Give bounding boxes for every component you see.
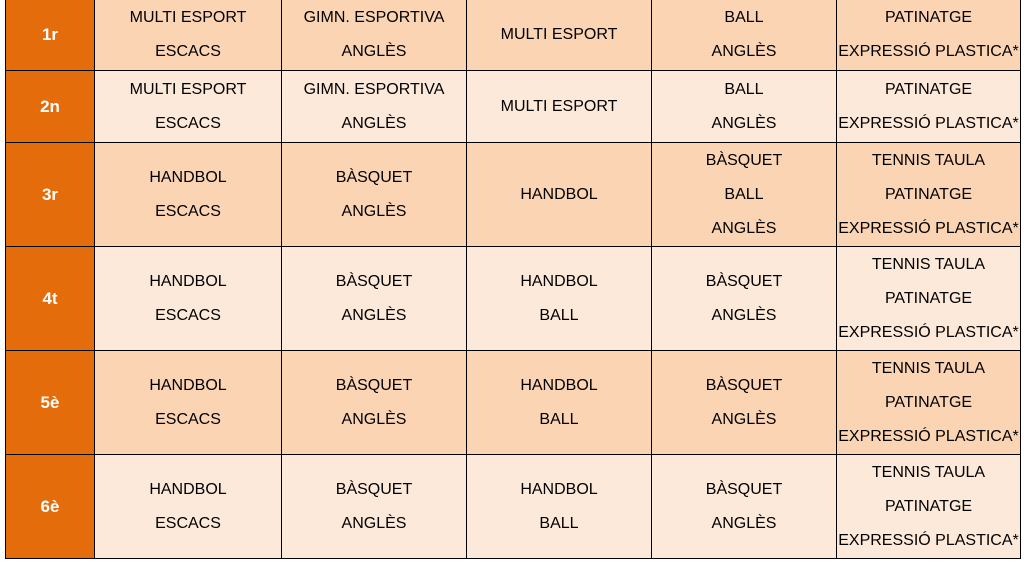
activity-name: BÀSQUET xyxy=(335,480,413,498)
activity-name: ESCACS xyxy=(155,114,221,132)
grade-label: 2n xyxy=(6,71,95,143)
activity-cell xyxy=(837,143,1021,247)
activity-name: BALL xyxy=(539,514,579,532)
activity-name: EXPRESSIÓ PLASTICA* xyxy=(838,531,1019,549)
activity-cell xyxy=(837,0,1021,71)
activity-cell xyxy=(95,351,282,455)
activity-name: ANGLÈS xyxy=(341,514,407,532)
activity-name: ANGLÈS xyxy=(341,202,407,220)
grade-label: 5è xyxy=(6,351,95,455)
activity-cell xyxy=(95,455,282,559)
activity-name: HANDBOL xyxy=(149,272,227,290)
activity-name: ANGLÈS xyxy=(711,410,777,428)
activity-cell xyxy=(652,0,837,71)
schedule-table xyxy=(5,0,1021,559)
activity-name: MULTI ESPORT xyxy=(500,97,618,115)
activity-name: HANDBOL xyxy=(520,376,598,394)
activity-name: HANDBOL xyxy=(149,168,227,186)
activity-name: ANGLÈS xyxy=(711,42,777,60)
activity-cell xyxy=(652,351,837,455)
activity-name: EXPRESSIÓ PLASTICA* xyxy=(838,219,1019,237)
activity-name: PATINATGE xyxy=(884,80,973,98)
activity-cell xyxy=(95,247,282,351)
activity-cell xyxy=(652,143,837,247)
activity-name: GIMN. ESPORTIVA xyxy=(303,80,445,98)
activity-cell xyxy=(467,247,652,351)
grade-label: 3r xyxy=(6,143,95,247)
activity-name: EXPRESSIÓ PLASTICA* xyxy=(838,427,1019,445)
activity-cell xyxy=(282,71,467,143)
activity-name: TENNIS TAULA xyxy=(871,463,986,481)
schedule-row xyxy=(6,455,1021,559)
activity-name: MULTI ESPORT xyxy=(129,80,247,98)
activity-name: ESCACS xyxy=(155,410,221,428)
activity-name: BALL xyxy=(539,410,579,428)
activity-name: ANGLÈS xyxy=(711,514,777,532)
activity-name: PATINATGE xyxy=(884,289,973,307)
activity-name: ANGLÈS xyxy=(711,114,777,132)
activity-name: ANGLÈS xyxy=(711,306,777,324)
activity-cell xyxy=(95,143,282,247)
activity-cell xyxy=(282,455,467,559)
activity-cell xyxy=(837,247,1021,351)
activity-cell xyxy=(282,0,467,71)
activity-name: ESCACS xyxy=(155,514,221,532)
activity-name: BÀSQUET xyxy=(705,376,783,394)
activity-name: HANDBOL xyxy=(520,185,598,203)
activity-cell xyxy=(652,247,837,351)
activity-name: MULTI ESPORT xyxy=(129,8,247,26)
activity-name: ANGLÈS xyxy=(341,114,407,132)
activity-cell xyxy=(467,143,652,247)
activity-name: ANGLÈS xyxy=(341,410,407,428)
activity-name: HANDBOL xyxy=(520,272,598,290)
activity-schedule xyxy=(5,0,1021,559)
activity-cell xyxy=(837,71,1021,143)
activity-cell xyxy=(652,455,837,559)
activity-cell xyxy=(282,351,467,455)
activity-name: BALL xyxy=(724,8,764,26)
activity-cell xyxy=(467,0,652,71)
activity-name: BÀSQUET xyxy=(705,272,783,290)
activity-name: GIMN. ESPORTIVA xyxy=(303,8,445,26)
activity-name: BÀSQUET xyxy=(335,272,413,290)
activity-name: TENNIS TAULA xyxy=(871,255,986,273)
activity-cell xyxy=(652,71,837,143)
activity-name: BÀSQUET xyxy=(335,376,413,394)
activity-name: TENNIS TAULA xyxy=(871,151,986,169)
activity-name: BALL xyxy=(539,306,579,324)
activity-name: HANDBOL xyxy=(520,480,598,498)
activity-cell xyxy=(837,455,1021,559)
activity-cell xyxy=(467,351,652,455)
activity-name: ANGLÈS xyxy=(341,306,407,324)
activity-cell xyxy=(837,351,1021,455)
activity-cell xyxy=(95,71,282,143)
activity-name: PATINATGE xyxy=(884,393,973,411)
activity-name: ANGLÈS xyxy=(711,219,777,237)
activity-name: BÀSQUET xyxy=(705,151,783,169)
schedule-row xyxy=(6,71,1021,143)
activity-cell xyxy=(467,455,652,559)
activity-name: ESCACS xyxy=(155,42,221,60)
activity-name: EXPRESSIÓ PLASTICA* xyxy=(838,42,1019,60)
schedule-row xyxy=(6,143,1021,247)
activity-name: PATINATGE xyxy=(884,8,973,26)
activity-name: HANDBOL xyxy=(149,480,227,498)
grade-label: 4t xyxy=(6,247,95,351)
activity-cell xyxy=(282,143,467,247)
schedule-row xyxy=(6,351,1021,455)
activity-name: EXPRESSIÓ PLASTICA* xyxy=(838,323,1019,341)
activity-name: BÀSQUET xyxy=(705,480,783,498)
activity-name: HANDBOL xyxy=(149,376,227,394)
activity-cell xyxy=(95,0,282,71)
grade-label: 6è xyxy=(6,455,95,559)
activity-name: BÀSQUET xyxy=(335,168,413,186)
activity-name: TENNIS TAULA xyxy=(871,359,986,377)
activity-name: ESCACS xyxy=(155,306,221,324)
schedule-row xyxy=(6,247,1021,351)
activity-cell xyxy=(282,247,467,351)
activity-name: EXPRESSIÓ PLASTICA* xyxy=(838,114,1019,132)
activity-name: PATINATGE xyxy=(884,185,973,203)
activity-name: PATINATGE xyxy=(884,497,973,515)
activity-name: BALL xyxy=(724,185,764,203)
activity-name: ANGLÈS xyxy=(341,42,407,60)
schedule-body xyxy=(6,0,1021,559)
activity-name: ESCACS xyxy=(155,202,221,220)
activity-cell xyxy=(467,71,652,143)
schedule-row xyxy=(6,0,1021,71)
activity-name: MULTI ESPORT xyxy=(500,25,618,43)
activity-name: BALL xyxy=(724,80,764,98)
grade-label: 1r xyxy=(6,0,95,71)
